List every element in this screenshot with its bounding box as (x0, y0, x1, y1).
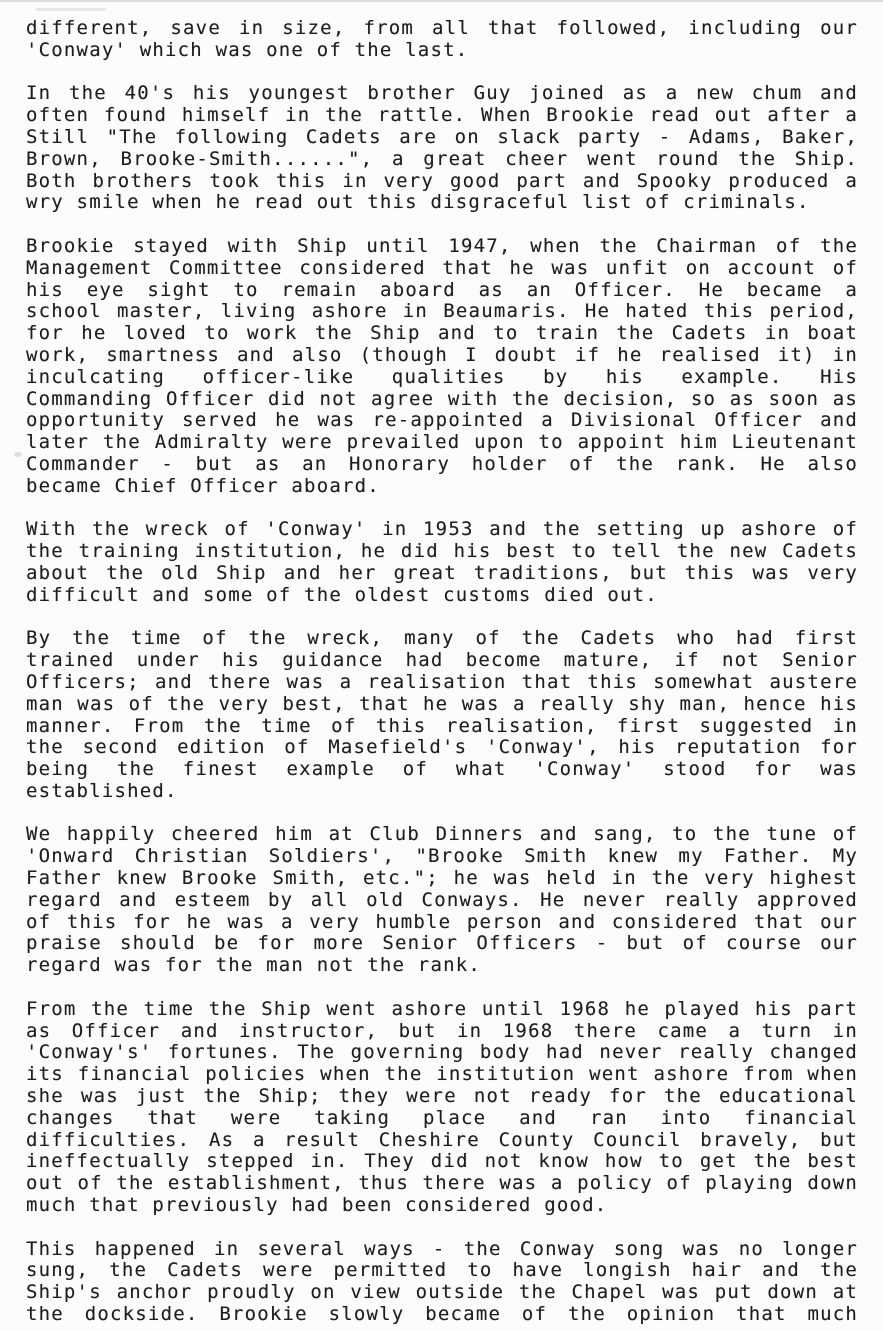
text-line: for he loved to work the Ship and to train the Cadets in boat (26, 322, 858, 345)
scan-streak-artifact (0, 0, 883, 2)
text-line: We happily cheered him at Club Dinners and sang, to the tune of (26, 823, 858, 846)
text-line: inculcating officer-like qualities by his example. His (26, 365, 858, 388)
text-line: became Chief Officer aboard. (26, 474, 380, 497)
text-line: of this for he was a very humble person and considered that our (26, 910, 858, 933)
text-line: ineffectually stepped in. They did not know how to get the best (26, 1150, 858, 1173)
text-line: difficult and some of the oldest customs died out. (26, 583, 658, 606)
text-line: trained under his guidance had become mature, if not Senior (26, 649, 858, 672)
text-line: difficulties. As a result Cheshire County Council bravely, but (26, 1128, 858, 1151)
paragraph (26, 18, 858, 62)
text-line: about the old Ship and her great traditions, but this was very (26, 561, 858, 584)
scan-speck-artifact (14, 452, 22, 457)
text-line: Brown, Brooke-Smith......", a great cheer went round the Ship. (26, 147, 858, 170)
text-line: its financial policies when the institution went ashore from when (26, 1063, 858, 1086)
text-line: Management Committee considered that he was unfit on account of (26, 256, 858, 279)
text-line: work, smartness and also (though I doubt if he realised it) in (26, 343, 858, 366)
text-line: This happened in several ways - the Conway song was no longer (26, 1237, 858, 1260)
paragraph (26, 824, 858, 977)
text-line: From the time the Ship went ashore until 1968 he played his part (26, 997, 858, 1020)
text-line: In the 40's his youngest brother Guy joined as a new chum and (26, 82, 858, 105)
text-line: manner. From the time of this realisation, first suggested in (26, 714, 858, 737)
text-line: later the Admiralty were prevailed upon to appoint him Lieutenant (26, 431, 858, 454)
text-line: the dockside. Brookie slowly became of the opinion that much (26, 1303, 858, 1326)
text-line: sung, the Cadets were permitted to have longish hair and the (26, 1259, 858, 1282)
document-body (26, 18, 858, 1326)
text-line: Still "The following Cadets are on slack party - Adams, Baker, (26, 125, 858, 148)
text-line: his eye sight to remain aboard as an Officer. He became a (26, 278, 858, 301)
text-line: changes that were taking place and ran into financial (26, 1106, 858, 1129)
text-line: Officers; and there was a realisation that this somewhat austere (26, 670, 858, 693)
text-line: much that previously had been considered good. (26, 1194, 608, 1217)
text-line: 'Conway' which was one of the last. (26, 38, 469, 61)
text-line: regard and esteem by all old Conways. He never really approved (26, 888, 858, 911)
text-line: being the finest example of what 'Conway' stood for was (26, 758, 858, 781)
paragraph (26, 999, 858, 1217)
text-line: Both brothers took this in very good part and Spooky produced a (26, 169, 858, 192)
text-line: opportunity served he was re-appointed a Divisional Officer and (26, 409, 858, 432)
text-line: man was of the very best, that he was a really shy man, hence his (26, 692, 858, 715)
paragraph (26, 628, 858, 802)
scan-smudge-artifact (36, 8, 106, 11)
text-line: 'Onward Christian Soldiers', "Brooke Smith knew my Father. My (26, 845, 858, 868)
text-line: praise should be for more Senior Officers - but of course our (26, 932, 858, 955)
text-line: Commander - but as an Honorary holder of the rank. He also (26, 452, 858, 475)
text-line: Father knew Brooke Smith, etc."; he was held in the very highest (26, 867, 858, 890)
text-line: 'Conway's' fortunes. The governing body had never really changed (26, 1041, 858, 1064)
text-line: wry smile when he read out this disgraceful list of criminals. (26, 191, 810, 214)
paragraph (26, 519, 858, 606)
text-line: Commanding Officer did not agree with the decision, so as soon as (26, 387, 858, 410)
text-line: With the wreck of 'Conway' in 1953 and the setting up ashore of (26, 518, 858, 541)
text-line: By the time of the wreck, many of the Cadets who had first (26, 627, 858, 650)
text-line: regard was for the man not the rank. (26, 954, 482, 977)
text-line: out of the establishment, thus there was a policy of playing down (26, 1172, 858, 1195)
text-line: she was just the Ship; they were not ready for the educational (26, 1085, 858, 1108)
text-line: school master, living ashore in Beaumaris. He hated this period, (26, 300, 858, 323)
paragraph (26, 236, 858, 498)
text-line: established. (26, 779, 178, 802)
text-line: often found himself in the rattle. When Brookie read out after a (26, 104, 858, 127)
text-line: different, save in size, from all that followed, including our (26, 17, 858, 39)
text-line: Ship's anchor proudly on view outside the Chapel was put down at (26, 1281, 858, 1304)
paragraph (26, 83, 858, 214)
paragraph (26, 1239, 858, 1326)
text-line: Brookie stayed with Ship until 1947, when the Chairman of the (26, 234, 858, 257)
text-line: the training institution, he did his best to tell the new Cadets (26, 540, 858, 563)
text-line: as Officer and instructor, but in 1968 there came a turn in (26, 1019, 858, 1042)
text-line: the second edition of Masefield's 'Conway', his reputation for (26, 736, 858, 759)
